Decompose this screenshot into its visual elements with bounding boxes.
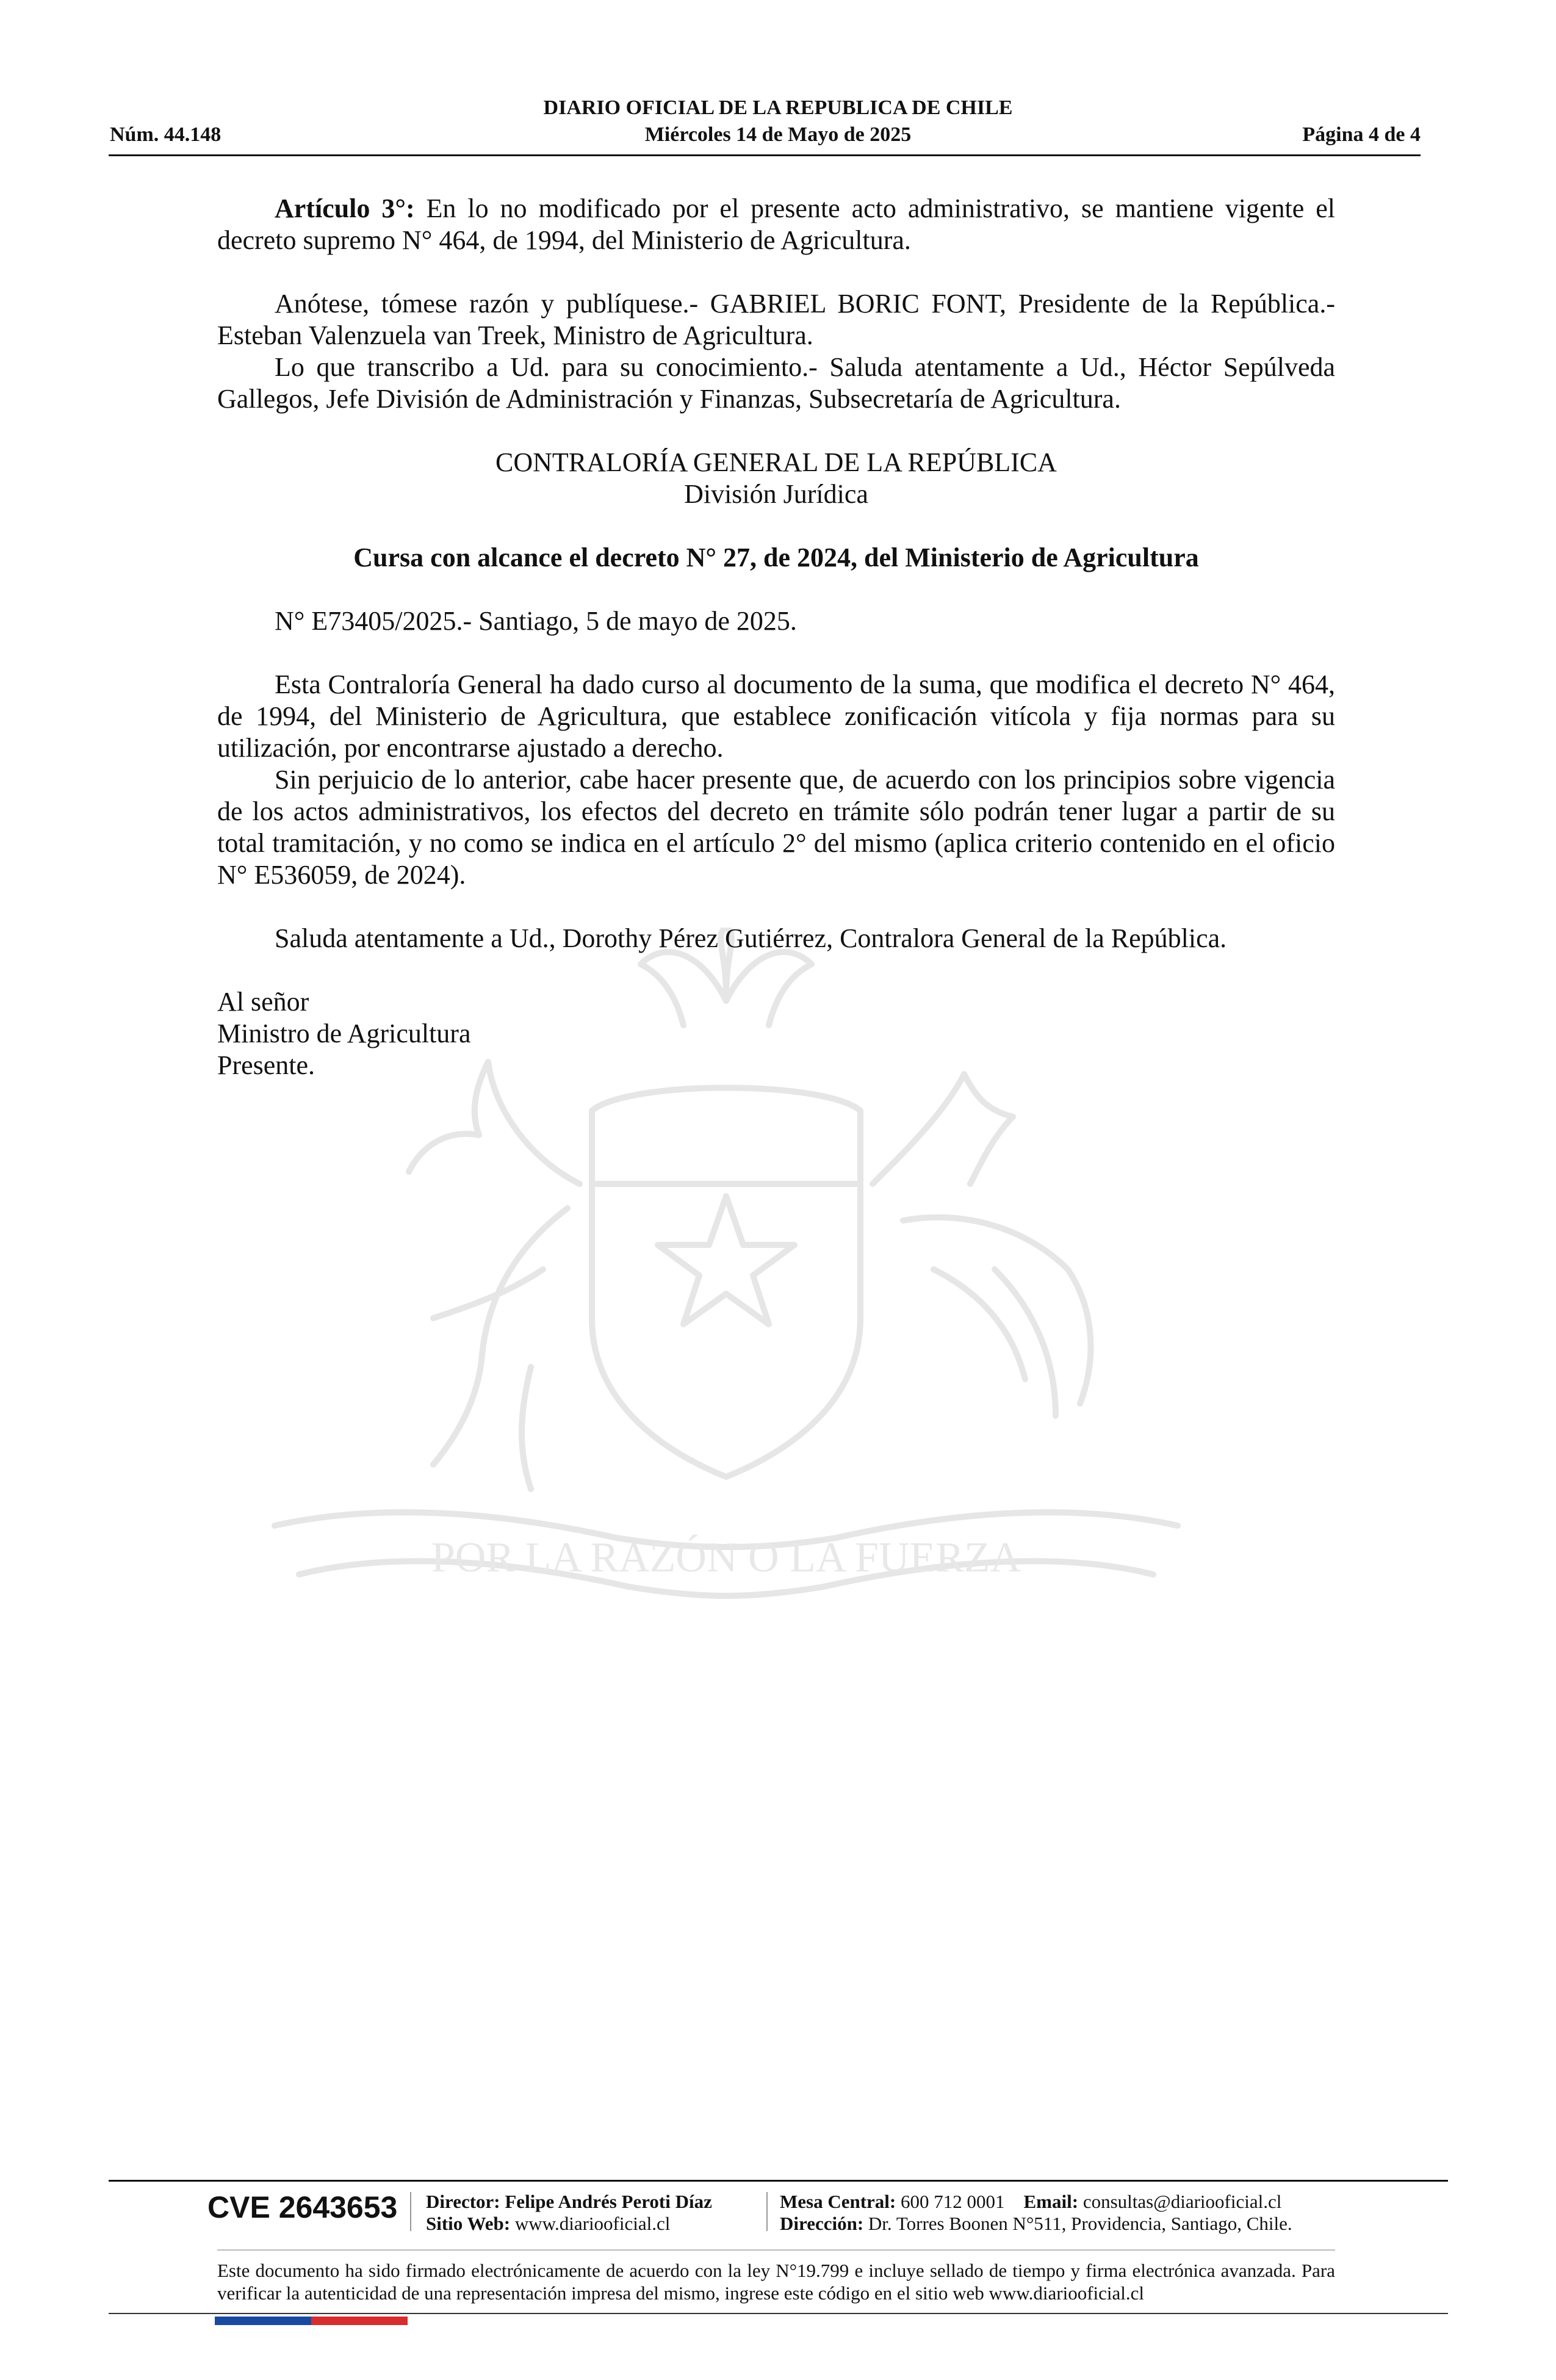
section-title: Cursa con alcance el decreto N° 27, de 2024, del Ministerio de Agricultura — [353, 543, 1199, 572]
phone-label: Mesa Central: — [780, 2191, 896, 2212]
footer-separator — [766, 2192, 768, 2231]
footer-contact-block — [780, 2191, 1292, 2235]
phone-value: 600 712 0001 — [896, 2191, 1005, 2212]
website-label: Sitio Web: — [426, 2213, 511, 2234]
email-link[interactable]: consultas@diariooficial.cl — [1078, 2191, 1282, 2212]
footer-separator — [410, 2192, 411, 2231]
legal-note: Este documento ha sido firmado electrónicamente de acuerdo con la ley N°19.799 e incluye sellado de tiempo y firma electrónica avanzada. Para verificar la autenticidad de una representación impresa del mismo, ingrese este código en el sitio web www.diariooficial.cl — [217, 2260, 1335, 2304]
address-value: Dr. Torres Boonen N°511, Providencia, Santiago, Chile. — [863, 2213, 1292, 2234]
addressee-line-1: Al señor — [217, 987, 309, 1017]
address-label: Dirección: — [780, 2213, 864, 2234]
header-divider — [109, 154, 1421, 156]
body-paragraph-2: Sin perjuicio de lo anterior, cabe hacer presente que, de acuerdo con los principios sobre vigencia de los actos administrativos, los efectos del decreto en trámite sólo podrán tener lugar a partir de su total tramitación, y no como se indica en el artículo 2° del mismo (aplica criterio contenido en el oficio N° E536059, de 2024). — [217, 765, 1335, 890]
footer-director-block — [426, 2191, 712, 2235]
watermark-motto: POR LA RAZÓN O LA FUERZA — [431, 1534, 1021, 1581]
addressee-line-2: Ministro de Agricultura — [217, 1019, 471, 1048]
organization-name: CONTRALORÍA GENERAL DE LA REPÚBLICA — [495, 447, 1057, 477]
cve-code: CVE 2643653 — [207, 2190, 398, 2224]
signoff-paragraph-1: Anótese, tómese razón y publíquese.- GABRIEL BORIC FONT, Presidente de la República.- Esteban Valenzuela van Treek, Ministro de Agricultura. — [217, 289, 1335, 350]
director-name: Felipe Andrés Peroti Díaz — [500, 2191, 712, 2212]
footer-divider-bottom — [109, 2313, 1448, 2314]
flag-stripe-red — [311, 2317, 408, 2325]
body-paragraph-1: Esta Contraloría General ha dado curso al documento de la suma, que modifica el decreto N° 464, de 1994, del Ministerio de Agricultura, que establece zonificación vitícola y fija normas para su utilización, por encontrarse ajustado a derecho. — [217, 669, 1335, 763]
signoff-paragraph-2: Lo que transcribo a Ud. para su conocimiento.- Saluda atentamente a Ud., Héctor Sepúlveda Gallegos, Jefe División de Administración y Finanzas, Subsecretaría de Agricultura. — [217, 352, 1335, 414]
footer-divider-mid — [217, 2249, 1335, 2251]
issue-date: Miércoles 14 de Mayo de 2025 — [644, 123, 912, 146]
article-3-label: Artículo 3°: — [275, 193, 415, 223]
document-body — [217, 193, 1335, 1081]
issue-number: Núm. 44.148 — [110, 123, 222, 146]
publication-title: DIARIO OFICIAL DE LA REPUBLICA DE CHILE — [543, 96, 1013, 119]
website-link[interactable]: www.diariooficial.cl — [510, 2213, 671, 2234]
director-label: Director: — [426, 2191, 500, 2212]
flag-stripe-blue — [215, 2317, 311, 2325]
addressee-line-3: Presente. — [217, 1050, 315, 1080]
article-3 — [217, 193, 1335, 256]
reference-line: N° E73405/2025.- Santiago, 5 de mayo de 2025. — [275, 606, 797, 636]
closing-line: Saluda atentamente a Ud., Dorothy Pérez Gutiérrez, Contralora General de la República. — [275, 923, 1227, 953]
footer-divider-top — [109, 2180, 1448, 2182]
page-indicator: Página 4 de 4 — [1302, 123, 1421, 146]
article-3-text: En lo no modificado por el presente acto administrativo, se mantiene vigente el decreto supremo N° 464, de 1994, del Ministerio de Agricultura. — [217, 193, 1336, 255]
email-label: Email: — [1023, 2191, 1079, 2212]
organization-division: División Jurídica — [684, 479, 868, 509]
